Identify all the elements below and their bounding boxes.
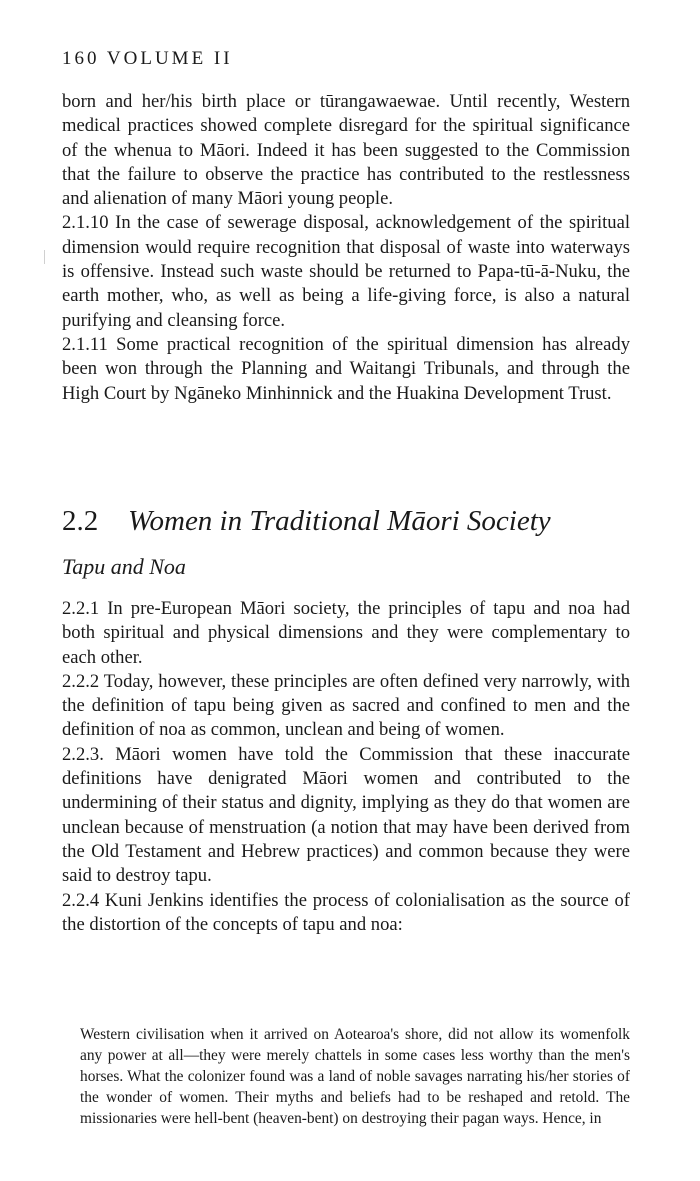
paragraph-2-1-10: 2.1.10 In the case of sewerage disposal, acknowledgement of the spiritual dimension would require recognition that disposal of waste into waterways is offensive. Instead such waste should be returned to Papa-tū-ā-Nuku, the earth mother, who, as well as being a life-giving force, is also a natural purifying and cleansing force. — [62, 212, 630, 331]
block-quote — [80, 1024, 630, 1129]
paragraph: born and her/his birth place or tūrangawaewae. Until recently, Western medical practices showed complete disregard for the spiritual significance of the whenua to Māori. Indeed it has been suggested to the Commission that the failure to observe the practice has contributed to the restlessness and alienation of many Māori young people. — [62, 91, 630, 210]
body-text-top — [62, 90, 630, 406]
paragraph-2-2-2: 2.2.2 Today, however, these principles are often defined very narrowly, with the definition of tapu being given as sacred and confined to men and the definition of noa as common, unclean and being of women. — [62, 670, 630, 741]
paragraph-2-2-4: 2.2.4 Kuni Jenkins identifies the process of colonialisation as the source of the distortion of the concepts of tapu and noa: — [62, 889, 630, 935]
section-title: Women in Traditional Māori Society — [128, 505, 551, 537]
paragraph-2-2-3: 2.2.3. Māori women have told the Commission that these inaccurate definitions have denigrated Māori women and contributed to the undermining of their status and dignity, implying as they do that women are unclean because of menstruation (a notion that may have been derived from the Old Testament and Hebrew practices) and common because they were said to destroy tapu. — [62, 743, 630, 887]
section-number: 2.2 — [62, 505, 99, 537]
paragraph-2-2-1: 2.2.1 In pre-European Māori society, the principles of tapu and noa had both spiritual and physical dimensions and they were complementary to each other. — [62, 598, 630, 668]
running-head: 160 VOLUME II — [62, 48, 233, 69]
paragraph-2-1-11: 2.1.11 Some practical recognition of the spiritual dimension has already been won through the Planning and Waitangi Tribunals, and through the High Court by Ngāneko Minhinnick and the Huakina Development Trust. — [62, 333, 630, 404]
margin-mark — [44, 250, 45, 264]
section-heading — [62, 503, 551, 539]
body-text-bottom — [62, 597, 630, 937]
block-quote-text: Western civilisation when it arrived on Aotearoa's shore, did not allow its womenfolk any power at all—they were merely chattels in some cases less worthy than the men's horses. What the colonizer found was a land of noble savages narrating his/her stories of the wonder of women. Their myths and beliefs had to be reshaped and retold. The missionaries were hell-bent (heaven-bent) on destroying their pagan ways. Hence, in — [80, 1026, 630, 1127]
subheading: Tapu and Noa — [62, 554, 186, 579]
